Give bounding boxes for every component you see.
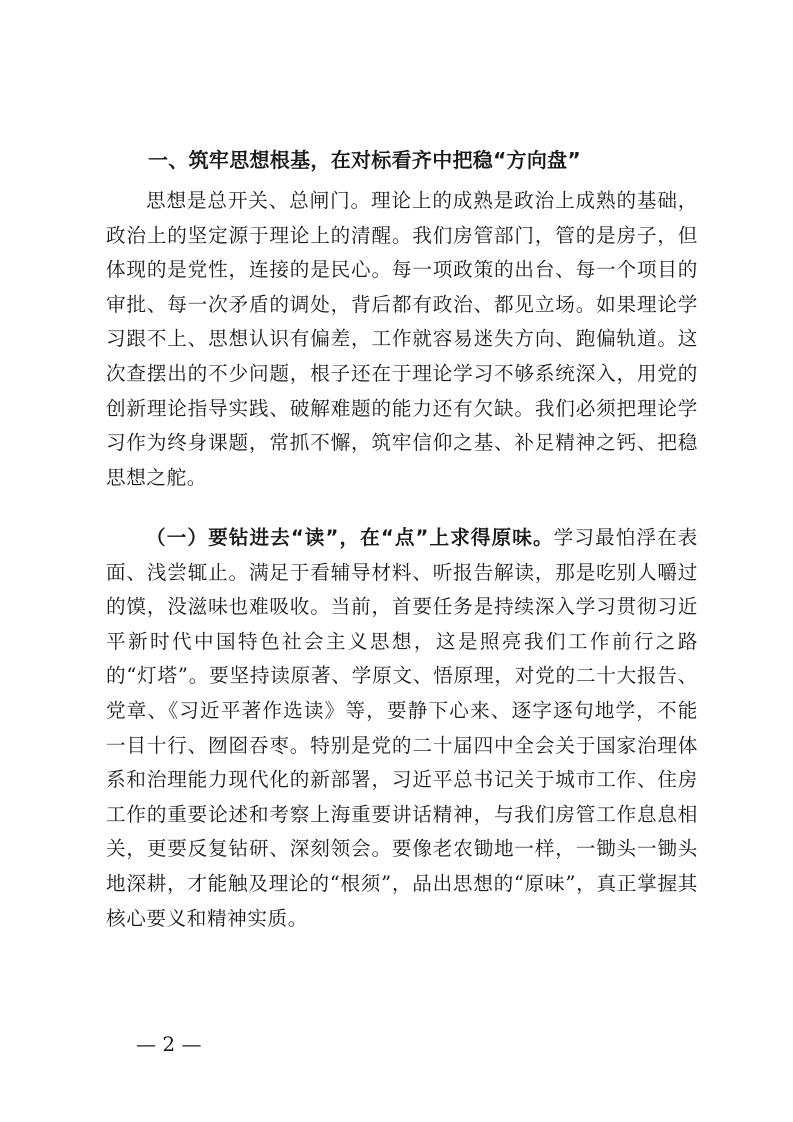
section-heading: 一、筑牢思想根基，在对标看齐中把稳“方向盘” <box>148 148 581 172</box>
paragraph-2-body: 学习最怕浮在表面、浅尝辄止。满足于看辅导材料、听报告解读，那是吃别人嚼过的馍，没滋味也难吸收。当前，首要任务是持续深入学习贯彻习近平新时代中国特色社会主义思想，这是照亮我们工作前行之路的“灯塔”。要坚持读原著、学原文、悟原理，对党的二十大报告、党章、《习近平著作选读》等，要静下心来、逐字逐句地学，不能一目十行、囫囵吞枣。特别是党的二十届四中全会关于国家治理体系和治理能力现代化的新部署，习近平总书记关于城市工作、住房工作的重要论述和考察上海重要讲话精神，与我们房管工作息息相关，更要反复钻研、深刻领会。要像老农锄地一样，一锄头一锄头地深耕，才能触及理论的“根须”，品出思想的“原味”，真正掌握其核心要义和精神实质。 <box>106 526 698 930</box>
paragraph-2-lead: （一）要钻进去“读”，在“点”上求得原味。 <box>146 526 554 549</box>
page-number: — 2 — <box>136 1032 202 1056</box>
paragraph-2 <box>106 521 698 936</box>
paragraph-1: 思想是总开关、总闸门。理论上的成熟是政治上成熟的基础，政治上的坚定源于理论上的清醒。我们房管部门，管的是房子，但体现的是党性，连接的是民心。每一项政策的出台、每一个项目的审批、每一次矛盾的调处，背后都有政治、都见立场。如果理论学习跟不上、思想认识有偏差，工作就容易迷失方向、跑偏轨道。这次查摆出的不少问题，根子还在于理论学习不够系统深入，用党的创新理论指导实践、破解难题的能力还有欠缺。我们必须把理论学习作为终身课题，常抓不懈，筑牢信仰之基、补足精神之钙、把稳思想之舵。 <box>106 189 698 489</box>
